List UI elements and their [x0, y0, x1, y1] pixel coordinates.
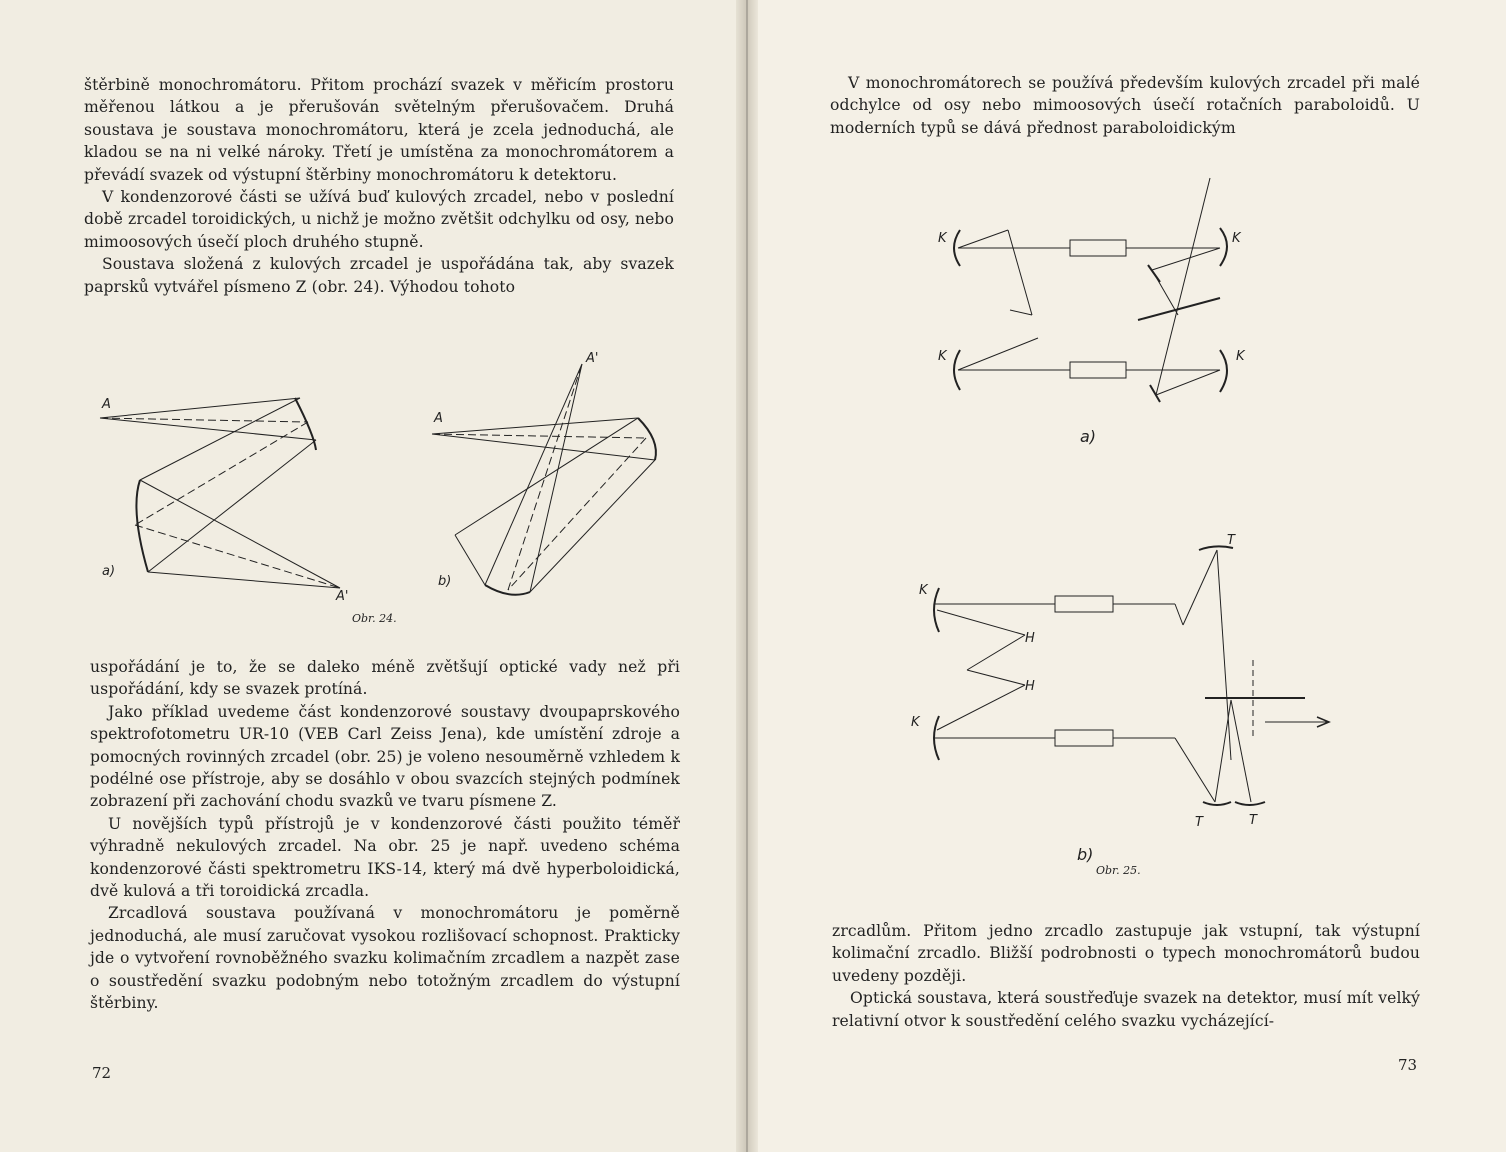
paragraph: V monochromátorech se používá především kulových zrcadel při malé odchylce od osy nebo mimoosových úsečí rotačních paraboloidů. U moderních typů se dává přednost paraboloidickým	[830, 74, 1420, 137]
label-k: K	[938, 231, 947, 246]
label-h: H	[1025, 631, 1035, 646]
figure-25-caption: Obr. 25.	[1096, 864, 1141, 877]
page-number-right: 73	[1398, 1056, 1418, 1074]
figure-24	[90, 350, 690, 620]
book-gutter	[736, 0, 758, 1152]
paragraph: Jako příklad uvedeme část kondenzorové soustavy dvoupaprskového spektrofotometru UR-10 (VEB Carl Zeiss Jena), kde umístění zdroje a pomocných rovinných zrcadel (obr. 25) je voleno nesouměrně vzhledem k podélné ose přístroje, aby se dosáhlo v obou svazcích stejných podmínek zobrazení při zachování chodu svazků ve tvaru písmene Z.	[90, 702, 680, 811]
label-k: K	[938, 349, 947, 364]
mirror-k4	[1220, 350, 1227, 392]
paragraph: zrcadlům. Přitom jedno zrcadlo zastupuje jak vstupní, tak výstupní kolimační zrcadlo. Bližší podrobnosti o typech monochromátorů budou uvedeny později.	[832, 922, 1420, 985]
page-number-left: 72	[92, 1064, 112, 1082]
label-a: A	[102, 397, 111, 412]
mirror-t-br	[1235, 802, 1265, 805]
paragraph: štěrbině monochromátoru. Přitom prochází svazek v měřicím prostoru měřenou látkou a je přerušován světelným přerušovačem. Druhá soustava je soustava monochromátoru, která je zcela jednoduchá, ale kladou se na ni velké nároky. Třetí je umístěna za monochromátorem a převádí svazek od výstupní štěrbiny monochromátoru k detektoru.	[84, 76, 674, 184]
label-k: K	[911, 715, 920, 730]
label-a-prime: A'	[336, 589, 349, 604]
label-b: A	[434, 411, 443, 426]
left-top-text	[84, 74, 674, 298]
label-sub-a: a)	[102, 564, 116, 579]
paragraph: uspořádání je to, že se daleko méně zvětšují optické vady než při uspořádání, kdy se svazek protíná.	[90, 658, 680, 699]
label-k: K	[1232, 231, 1241, 246]
label-k: K	[1236, 349, 1245, 364]
paragraph: V kondenzorové části se užívá buď kulových zrcadel, nebo v poslední době zrcadel toroidických, u nichž je možno zvětšit odchylku od osy, nebo mimoosových úsečí ploch druhého stupně.	[84, 188, 674, 251]
figure-25a	[920, 170, 1250, 450]
mirror-t-bl	[1203, 802, 1231, 805]
paragraph: Zrcadlová soustava používaná v monochromátoru je poměrně jednoduchá, ale musí zaručovat vysokou rozlišovací schopnost. Prakticky jde o vytvoření rovnoběžného svazku kolimačním zrcadlem a nazpět zase o soustředění svazku podobným nebo totožným zrcadlem do výstupní štěrbiny.	[90, 904, 680, 1013]
paragraph: Optická soustava, která soustřeďuje svazek na detektor, musí mít velký relativní otvor k soustředění celého svazku vycházející-	[832, 989, 1420, 1030]
mirror-b-bottom	[485, 585, 530, 595]
label-k: K	[919, 583, 928, 598]
label-t: T	[1227, 533, 1235, 548]
mirror-b-top	[638, 418, 656, 460]
right-top-text	[830, 72, 1420, 139]
label-b-prime: A'	[586, 351, 599, 366]
left-bottom-text	[90, 656, 680, 1015]
label-t: T	[1195, 815, 1203, 830]
label-sub-b: b)	[1077, 845, 1094, 864]
label-sub-b: b)	[438, 574, 452, 589]
figure-25b	[905, 530, 1345, 870]
label-h: H	[1025, 679, 1035, 694]
label-sub-a: a)	[1080, 427, 1097, 446]
mirror-k2	[1220, 228, 1227, 266]
paragraph: Soustava složená z kulových zrcadel je uspořádána tak, aby svazek paprsků vytvářel písmeno Z (obr. 24). Výhodou tohoto	[84, 255, 674, 296]
figure-24-caption: Obr. 24.	[352, 612, 397, 625]
paragraph: U novějších typů přístrojů je v kondenzorové části použito téměř výhradně nekulových zrcadel. Na obr. 25 je např. uvedeno schéma kondenzorové části spektrometru IKS-14, který má dvě hyperboloidická, dvě kulová a tři toroidická zrcadla.	[90, 814, 680, 901]
label-t: T	[1249, 813, 1257, 828]
right-bottom-text	[832, 920, 1420, 1032]
